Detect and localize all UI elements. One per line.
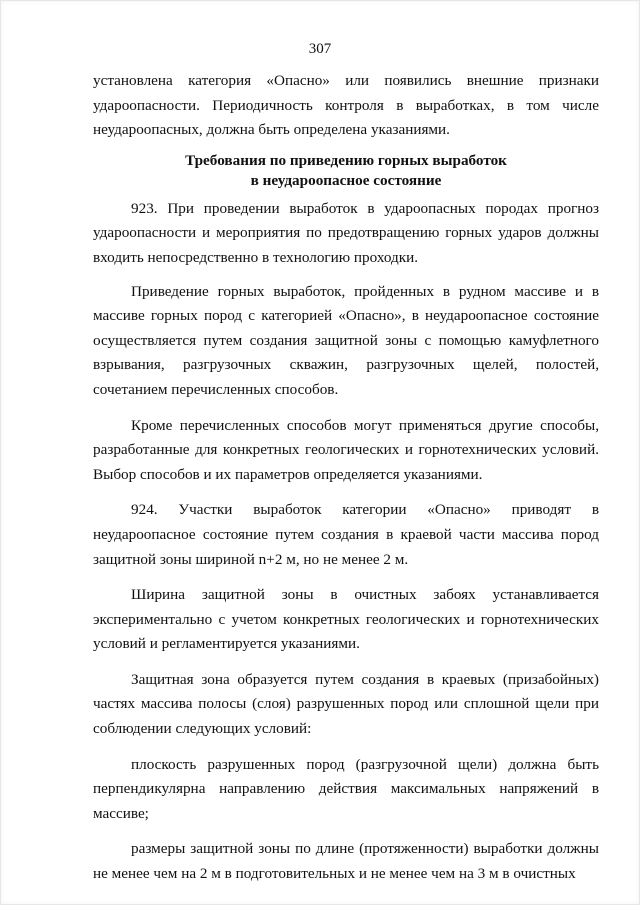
paragraph: Защитная зона образуется путем создания в краевых (призабойных) частях массива полосы (слоя) разрушенных пород или сплошной щели при соблюдении следующих условий: — [93, 670, 599, 738]
paragraph-924: 924. Участки выработок категории «Опасно» приводят в неудароопасное состояние путем создания в краевой части массива пород защитной зоны шириной n+2 м, но не менее 2 м. — [93, 501, 599, 568]
list-item: размеры защитной зоны по длине (протяженности) выработки должны не менее чем на 2 м в подготовительных и не менее чем на 3 м в очистных — [93, 840, 599, 883]
section-heading-line-1: Требования по приведению горных выработок — [185, 151, 507, 169]
paragraph: Приведение горных выработок, пройденных в рудном массиве и в массиве горных пород с категорией «Опасно», в неудароопасное состояние осуществляется путем создания защитной зоны с помощью камуфлетного взрывания, разгрузочных скважин, разгрузочных щелей, полостей, сочетанием перечисленных способов. — [93, 282, 599, 398]
list-item: плоскость разрушенных пород (разгрузочной щели) должна быть перпендикулярна направлению действия максимальных напряжений в массиве; — [93, 755, 599, 822]
document-body — [93, 69, 599, 898]
page-number: 307 — [308, 41, 332, 57]
paragraph-continued: установлена категория «Опасно» или появились внешние признаки удароопасности. Периодичность контроля в выработках, в том числе неудароопасных, должна быть определена указаниями. — [93, 72, 599, 139]
paragraph-923: 923. При проведении выработок в удароопасных породах прогноз удароопасности и мероприятия по предотвращению горных ударов должны входить непосредственно в технологию проходки. — [93, 199, 599, 266]
section-heading-line-2: в неударoопасное состояние — [250, 171, 442, 189]
section-heading — [93, 151, 599, 191]
paragraph: Ширина защитной зоны в очистных забоях устанавливается экспериментально с учетом конкретных геологических и горнотехнических условий и регламентируется указаниями. — [93, 586, 599, 653]
paragraph: Кроме перечисленных способов могут применяться другие способы, разработанные для конкретных геологических и горнотехнических условий. Выбор способов и их параметров определяется указаниями. — [93, 416, 599, 483]
